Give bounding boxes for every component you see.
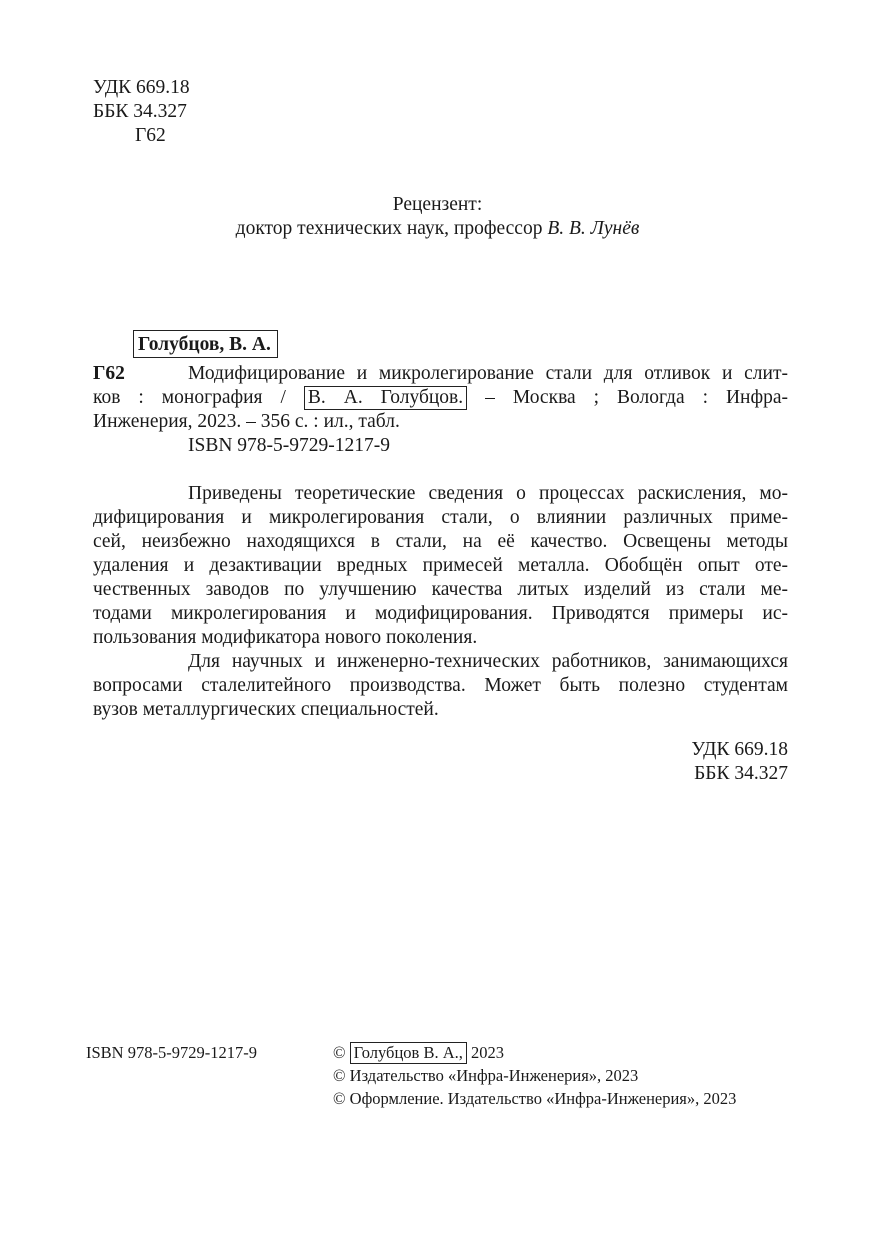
isbn-footer: ISBN 978-5-9729-1217-9 [86, 1043, 257, 1062]
reviewer-line [0, 217, 875, 241]
copyright-design [333, 1088, 736, 1109]
annotation-line: чественных заводов по улучшению качества литых изделий из стали ме- [93, 579, 788, 600]
bibliographic-text: ков : монография / [93, 387, 286, 408]
reviewer-title: доктор технических наук, профессор [235, 218, 543, 239]
boxed-author: В. А. Голубцов. [304, 386, 467, 410]
annotation-line: дифицирования и микролегирования стали, о влиянии различных приме- [93, 507, 788, 528]
reviewer-label: Рецензент: [392, 194, 483, 215]
annotation-line: сей, неизбежно находящихся в стали, на её качество. Освещены методы [93, 531, 788, 552]
author-heading: Голубцов, В. А. [133, 330, 278, 358]
annotation-line: Для научных и инженерно-технических работников, занимающихся [188, 651, 788, 672]
bibliographic-line: Модифицирование и микролегирование стали для отливок и слит- [188, 363, 788, 384]
copyright-publisher-text: Издательство «Инфра-Инженерия», 2023 [349, 1066, 639, 1085]
bibliographic-text: – Москва ; Вологда : Инфра- [485, 387, 789, 408]
annotation-line: тодами микролегирования и модифицирования. Приводятся примеры ис- [93, 603, 788, 624]
copyright-design-text: Оформление. Издательство «Инфра-Инженерия», 2023 [349, 1089, 737, 1108]
udk-code-bottom: УДК 669.18 [691, 739, 788, 760]
bibliographic-line [93, 386, 788, 410]
annotation-line: вопросами сталелитейного производства. Может быть полезно студентам [93, 675, 788, 696]
author-mark-top: Г62 [135, 125, 166, 146]
annotation-line: вузов металлургических специальностей. [93, 699, 439, 720]
boxed-author-copyright: Голубцов В. А., [350, 1042, 467, 1064]
annotation-line: удаления и дезактивации вредных примесей металла. Обобщён опыт оте- [93, 555, 788, 576]
udk-code-top: УДК 669.18 [93, 77, 190, 98]
isbn-bibliographic: ISBN 978-5-9729-1217-9 [188, 435, 391, 456]
bbk-code-top: ББК 34.327 [93, 101, 187, 122]
bibliographic-line: Инженерия, 2023. – 356 с. : ил., табл. [93, 411, 400, 432]
copyright-symbol: © [333, 1066, 346, 1085]
bbk-code-bottom: ББК 34.327 [694, 763, 788, 784]
annotation-line: Приведены теоретические сведения о процессах раскисления, мо- [188, 483, 788, 504]
copyright-symbol: © [333, 1089, 346, 1108]
reviewer-name: В. В. Лунёв [547, 218, 640, 239]
copyright-symbol: © [333, 1043, 346, 1062]
copyright-publisher [333, 1065, 638, 1086]
copyright-year: 2023 [471, 1043, 504, 1062]
annotation-line: пользования модификатора нового поколения. [93, 627, 478, 648]
author-mark: Г62 [93, 363, 125, 384]
copyright-author [333, 1042, 504, 1063]
